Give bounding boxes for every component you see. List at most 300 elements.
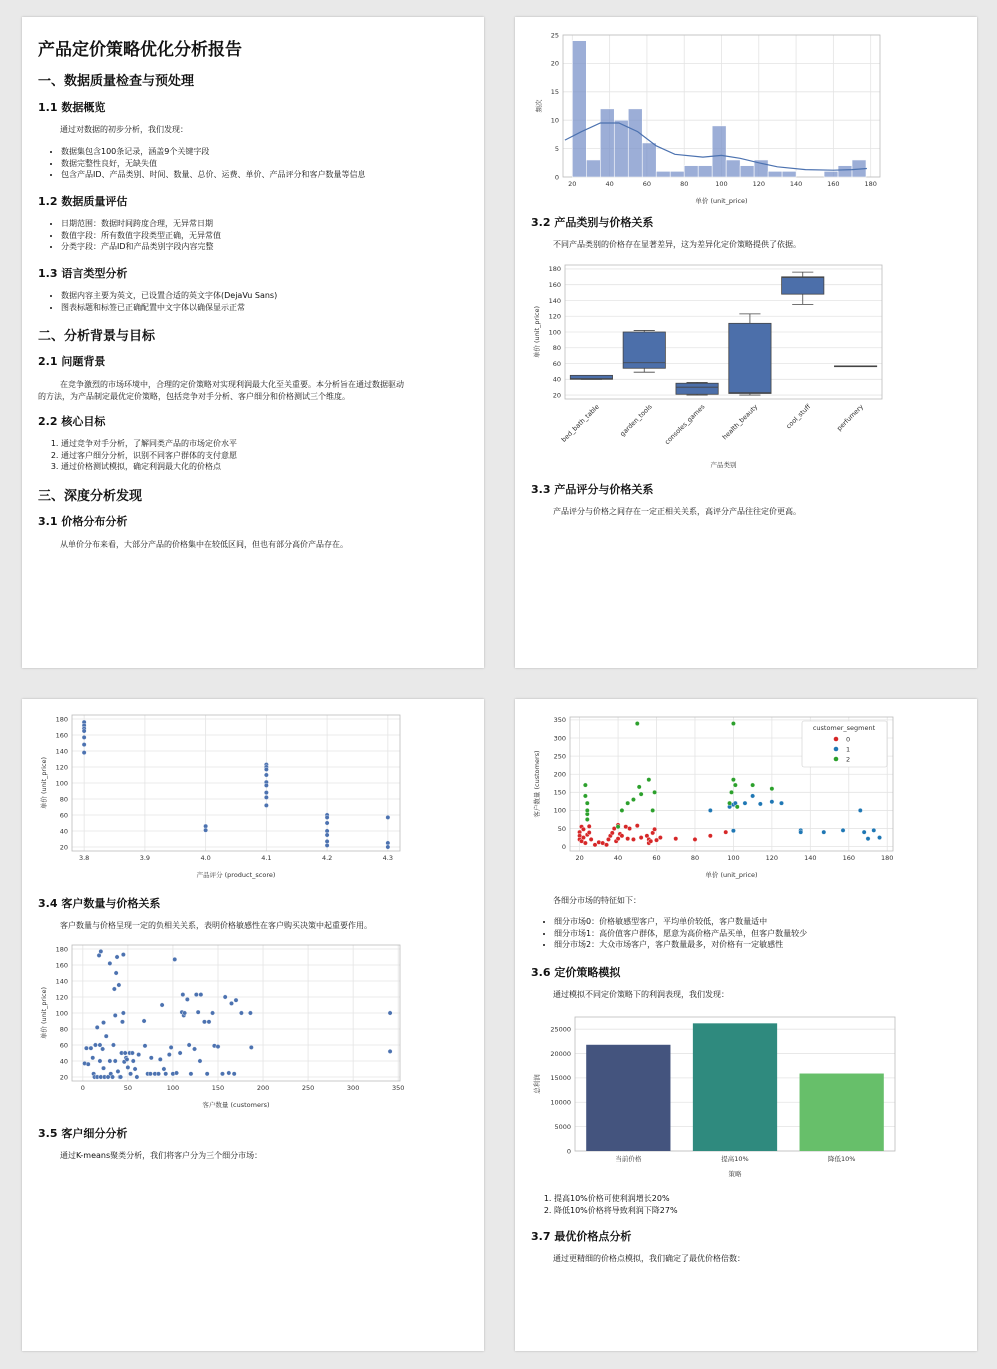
page-3 [22,699,484,1351]
scatter-point [95,1025,99,1029]
x-tick-label: health_beauty [720,402,760,442]
page-4 [515,699,977,1351]
histogram-bar [614,120,628,177]
scatter-point [216,1044,220,1048]
histogram-bar [628,109,642,177]
scatter-point [770,800,774,804]
y-axis-label: 单价 (unit_price) [40,986,48,1040]
y-tick-label: 60 [552,359,561,368]
kmeans-para: 通过K-means聚类分析，我们将客户分为三个细分市场： [60,1151,263,1160]
scatter-point [234,998,238,1002]
x-tick-label: 120 [752,180,766,188]
x-tick-label: 当前价格 [615,1155,642,1163]
scatter-point [239,1011,243,1015]
y-tick-label: 40 [59,1057,68,1066]
x-tick-label: 150 [211,1084,225,1092]
x-tick-label: 180 [881,854,894,862]
y-tick-label: 180 [55,945,68,954]
scatter-point [647,777,651,781]
scatter-point [125,1057,129,1061]
scatter-point [202,1020,206,1024]
list-item: • 数值字段：所有数值字段类型正确，无异常值 [61,230,221,242]
legend-label: 2 [846,755,851,764]
scatter-point [126,1065,130,1069]
y-tick-label: 180 [548,265,561,274]
category-price-para: 不同产品类别的价格存在显著差异，这为差异化定价策略提供了依据。 [553,240,801,249]
scatter-point [121,952,125,956]
scatter-point [203,824,207,828]
x-tick-label: 250 [301,1084,315,1092]
histogram-bar [586,160,600,177]
scatter-point [779,801,783,805]
x-axis-label: 单价 (unit_price) [695,197,748,205]
scatter-point [130,1051,134,1055]
scatter-point [731,721,735,725]
scatter-point [158,1057,162,1061]
scatter-point [639,792,643,796]
x-axis-label: 产品评分 (product_score) [196,871,276,879]
histogram-bar [670,171,684,177]
scatter-point [128,1072,132,1076]
subsection-3-6-title: 3.6 定价策略模拟 [531,966,621,979]
scatter-point [627,826,631,830]
y-tick-label: 350 [553,716,566,725]
x-tick-label: 100 [715,180,728,188]
y-tick-label: 20 [550,59,559,68]
legend-marker [834,737,839,742]
scatter-point [708,808,712,812]
x-tick-label: 0 [80,1084,85,1092]
scatter-point [113,1013,117,1017]
customers-price-scatter-chart [32,939,405,1111]
bar [586,1045,670,1151]
subsection-1-1-intro: 通过对数据的初步分析，我们发现： [60,125,188,134]
x-tick-label: 4.0 [200,854,211,862]
legend-label: 1 [846,745,851,754]
scatter-point [652,827,656,831]
scatter-point [631,797,635,801]
scatter-point [770,787,774,791]
scatter-point [264,783,268,787]
scatter-point [693,837,697,841]
y-tick-label: 15 [550,88,559,97]
scatter-point [185,997,189,1001]
y-tick-label: 160 [55,731,68,740]
price-distribution-para: 从单价分布来看，大部分产品的价格集中在较低区间，但也有部分高价产品存在。 [60,540,348,549]
scatter-point [325,829,329,833]
list-item: • 分类字段：产品ID和产品类别字段内容完整 [61,241,221,253]
scatter-point [104,1034,108,1038]
y-axis-label: 总利润 [533,1074,541,1094]
scatter-point [325,839,329,843]
y-tick-label: 0 [554,173,559,182]
x-tick-label: 4.1 [261,854,272,862]
scatter-point [743,801,747,805]
scatter-point [115,955,119,959]
scatter-point [264,790,268,794]
scatter-point [223,995,227,999]
category-boxplot-chart [525,259,895,474]
report-title: 产品定价策略优化分析报告 [38,40,242,60]
background-para-line-2: 的方法，为产品制定最优定价策略，包括竞争对手分析、客户细分和价格测试三个维度。 [38,392,350,401]
scatter-point [649,839,653,843]
box-body [729,323,771,393]
x-tick-label: 350 [391,1084,405,1092]
scatter-point [620,834,624,838]
scatter-point [581,835,585,839]
scatter-point [822,830,826,834]
y-tick-label: 140 [55,977,68,986]
x-tick-label: 降低10% [827,1155,856,1163]
scatter-point [196,1010,200,1014]
scatter-point [386,845,390,849]
scatter-point [101,1020,105,1024]
x-tick-label: 50 [123,1084,133,1092]
y-axis-label: 频次 [535,99,543,113]
scatter-point [156,1072,160,1076]
scatter-point [610,831,614,835]
scatter-point [178,1051,182,1055]
page-2 [515,17,977,668]
histogram-bar [726,160,740,177]
scatter-point [142,1019,146,1023]
y-tick-label: 5 [554,144,559,153]
box-body [676,383,718,394]
legend-label: 0 [846,735,851,744]
scatter-point [131,1059,135,1063]
x-axis-label: 产品类别 [710,461,737,469]
y-tick-label: 25000 [550,1025,571,1034]
scatter-point [585,808,589,812]
scatter-point [264,803,268,807]
y-tick-label: 15000 [550,1074,571,1083]
scatter-point [658,835,662,839]
x-axis-label: 策略 [728,1170,742,1178]
scatter-point [866,836,870,840]
x-tick-label: 60 [652,854,661,862]
scatter-point [91,1056,95,1060]
y-tick-label: 100 [55,1009,68,1018]
y-tick-label: 20 [59,1073,68,1082]
scatter-point [650,808,654,812]
scatter-point [604,843,608,847]
y-tick-label: 100 [548,328,561,337]
x-tick-label: 100 [166,1084,180,1092]
scatter-point [587,824,591,828]
subsection-3-3-title: 3.3 产品评分与价格关系 [531,483,654,496]
scatter-point [136,1052,140,1056]
histogram-bar [768,171,782,177]
subsection-2-1-title: 2.1 问题背景 [38,355,106,368]
language-list [44,290,277,313]
scatter-point [82,742,86,746]
scatter-point [264,773,268,777]
histogram-bar [838,166,852,177]
list-item: • 日期范围：数据时间跨度合理，无异常日期 [61,218,221,230]
bar [800,1074,884,1151]
scatter-point [597,840,601,844]
scatter-point [325,815,329,819]
scatter-point [593,843,597,847]
score-price-para: 产品评分与价格之间存在一定正相关关系，高评分产品往往定价更高。 [553,507,801,516]
subsection-1-2-title: 1.2 数据质量评估 [38,195,128,208]
y-tick-label: 0 [566,1147,571,1156]
scatter-point [386,841,390,845]
scatter-point [116,1069,120,1073]
scatter-point [872,828,876,832]
x-tick-label: 100 [727,854,740,862]
customers-price-para: 客户数量与价格呈现一定的负相关关系，表明价格敏感性在客户购买决策中起重要作用。 [60,921,372,930]
subsection-1-3-title: 1.3 语言类型分析 [38,267,128,280]
subsection-3-4-title: 3.4 客户数量与价格关系 [38,897,161,910]
scatter-point [182,1011,186,1015]
x-axis-label: 单价 (unit_price) [705,871,758,879]
optimal-price-para: 通过更精细的价格点模拟，我们确定了最优价格倍数： [553,1254,745,1263]
scatter-point [82,750,86,754]
histogram-bar [698,166,712,177]
scatter-point [652,790,656,794]
score-price-scatter-chart [32,709,397,881]
scatter-point [135,1075,139,1079]
list-item: 2. 降低10%价格将导致利润下降27% [554,1205,678,1217]
histogram-bar [712,126,726,177]
scatter-point [181,992,185,996]
histogram-bar [642,143,656,177]
scatter-point [674,836,678,840]
x-tick-label: 4.3 [382,854,394,862]
scatter-point [149,1056,153,1060]
y-tick-label: 80 [59,795,68,804]
scatter-point [583,841,587,845]
data-overview-list [44,146,366,181]
y-tick-label: 10 [550,116,559,125]
x-tick-label: 140 [789,180,803,188]
scatter-point [189,1072,193,1076]
y-tick-label: 20000 [550,1049,571,1058]
scatter-point [113,1059,117,1063]
scatter-point [86,1062,90,1066]
y-tick-label: 60 [59,1041,68,1050]
scatter-point [733,783,737,787]
section-2-title: 二、分析背景与目标 [38,329,156,344]
scatter-point [589,837,593,841]
y-tick-label: 100 [55,779,68,788]
scatter-point [118,1075,122,1079]
scatter-point [174,1071,178,1075]
scatter-point [750,783,754,787]
list-item: • 图表标题和标签已正确配置中文字体以确保显示正常 [61,302,277,314]
scatter-point [249,1045,253,1049]
scatter-point [325,843,329,847]
scatter-point [111,1043,115,1047]
scatter-point [207,1020,211,1024]
subsection-3-1-title: 3.1 价格分布分析 [38,515,128,528]
x-tick-label: 300 [346,1084,360,1092]
histogram-bar [740,166,754,177]
scatter-point [169,1045,173,1049]
scatter-point [388,1011,392,1015]
scatter-point [198,1059,202,1063]
scatter-point [708,834,712,838]
y-tick-label: 300 [553,734,566,743]
scatter-point [101,1066,105,1070]
x-tick-label: 160 [827,180,840,188]
scatter-point [123,1051,127,1055]
x-tick-label: 200 [256,1084,270,1092]
x-tick-label: 160 [842,854,855,862]
background-para-line-1: 在竞争激烈的市场环境中，合理的定价策略对实现利润最大化至关重要。本分析旨在通过数据驱动 [60,380,404,389]
y-tick-label: 50 [557,824,566,833]
scatter-point [635,823,639,827]
histogram-bar [600,109,614,177]
y-tick-label: 20 [59,843,68,852]
scatter-point [100,1047,104,1051]
scatter-point [654,838,658,842]
quality-list [44,218,221,253]
goals-list [44,438,237,473]
scatter-point [731,829,735,833]
x-tick-label: 140 [804,854,817,862]
y-tick-label: 120 [548,312,561,321]
scatter-point [877,835,881,839]
scatter-point [114,971,118,975]
scatter-point [148,1072,152,1076]
y-tick-label: 180 [55,715,68,724]
scatter-point [229,1001,233,1005]
scatter-point [117,983,121,987]
x-tick-label: bed_bath_table [559,402,601,444]
histogram-bar [824,171,838,177]
segments-list [537,916,807,951]
price-histogram-chart [525,27,890,207]
scatter-point [635,721,639,725]
list-item: • 包含产品ID、产品类别、时间、数量、总价、运费、单价、产品评分和客户数量等信息 [61,169,366,181]
scatter-point [210,1011,214,1015]
scatter-point [112,987,116,991]
scatter-point [97,953,101,957]
x-tick-label: garden_tools [618,402,654,439]
scatter-point [616,836,620,840]
scatter-point [108,961,112,965]
x-tick-label: 80 [690,854,700,862]
x-tick-label: 20 [568,180,577,188]
bar [693,1023,777,1151]
box-body [782,277,824,294]
scatter-point [758,802,762,806]
list-item: 1. 通过竞争对手分析，了解同类产品的市场定价水平 [61,438,237,450]
y-tick-label: 140 [55,747,68,756]
scatter-point [727,801,731,805]
scatter-point [386,815,390,819]
scatter-point [858,808,862,812]
scatter-point [631,837,635,841]
x-tick-label: 60 [642,180,652,188]
scatter-point [639,835,643,839]
list-item: 3. 通过价格测试模拟，确定利润最大化的价格点 [61,461,237,473]
scatter-point [724,830,728,834]
scatter-point [625,836,629,840]
y-tick-label: 40 [59,827,68,836]
x-tick-label: 40 [613,854,623,862]
y-tick-label: 200 [553,770,566,779]
scatter-point [735,805,739,809]
y-tick-label: 5000 [554,1122,571,1131]
list-item: • 数据集包含100条记录，涵盖9个关键字段 [61,146,366,158]
subsection-3-7-title: 3.7 最优价格点分析 [531,1230,632,1243]
scatter-point [587,830,591,834]
scatter-point [167,1052,171,1056]
scatter-point [82,729,86,733]
y-tick-label: 140 [548,296,561,305]
scatter-point [581,827,585,831]
scatter-point [264,795,268,799]
legend-marker [834,747,839,752]
scatter-point [121,1011,125,1015]
x-tick-label: 4.2 [321,854,333,862]
y-axis-label: 单价 (unit_price) [533,305,541,359]
scatter-point [731,777,735,781]
scatter-point [637,785,641,789]
x-tick-label: 40 [605,180,614,188]
y-tick-label: 160 [548,281,561,290]
scatter-point [162,1067,166,1071]
scatter-point [585,817,589,821]
strategy-profit-bar-chart [525,1009,895,1189]
list-item: • 细分市场0：价格敏感型客户，平均单价较低，客户数量适中 [554,916,807,928]
y-axis-label: 单价 (unit_price) [40,756,48,810]
subsection-3-5-title: 3.5 客户细分分析 [38,1127,128,1140]
list-item: 2. 通过客户细分分析，识别不同客户群体的支付意愿 [61,450,237,462]
scatter-point [98,1059,102,1063]
scatter-point [84,1046,88,1050]
y-tick-label: 20 [552,391,561,400]
scatter-point [160,1003,164,1007]
x-tick-label: 20 [575,854,584,862]
strategy-results-list [537,1193,678,1216]
scatter-point [120,1020,124,1024]
scatter-point [616,825,620,829]
x-tick-label: perfumery [835,402,865,433]
segments-intro: 各细分市场的特征如下： [553,896,641,905]
x-axis-label: 客户数量 (customers) [202,1101,270,1109]
subsection-1-1-title: 1.1 数据概览 [38,101,106,114]
scatter-point [248,1011,252,1015]
list-item: • 数据完整性良好，无缺失值 [61,158,366,170]
scatter-point [583,794,587,798]
section-3-title: 三、深度分析发现 [38,489,143,504]
scatter-point [388,1049,392,1053]
segment-scatter-chart [525,709,894,881]
scatter-point [98,1043,102,1047]
scatter-point [264,767,268,771]
subsection-2-2-title: 2.2 核心目标 [38,415,106,428]
x-tick-label: consoles_games [663,402,707,447]
scatter-point [89,1046,93,1050]
scatter-point [143,1044,147,1048]
x-tick-label: 3.9 [139,854,151,862]
scatter-point [625,801,629,805]
scatter-point [173,957,177,961]
y-axis-label: 客户数量 (customers) [533,750,541,818]
scatter-point [841,828,845,832]
list-item: • 数据内容主要为英文，已设置合适的英文字体(DejaVu Sans) [61,290,277,302]
y-tick-label: 0 [561,842,566,851]
page-1 [22,17,484,668]
scatter-point [133,1067,137,1071]
scatter-point [325,833,329,837]
scatter-point [108,1059,112,1063]
histogram-bar [656,171,670,177]
